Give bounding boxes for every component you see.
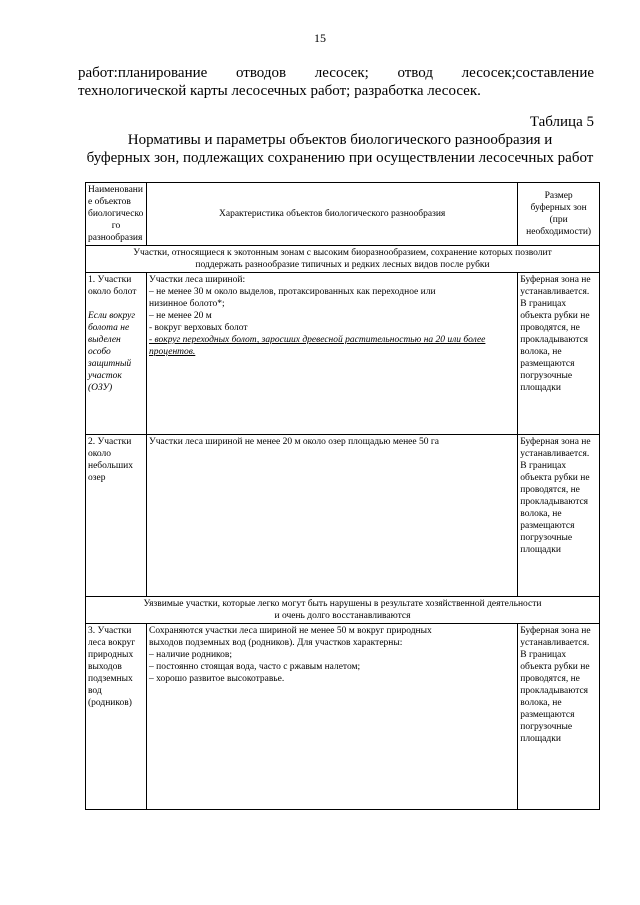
intro-line-1: работ:планирование отводов лесосек; отвод лесосек;составление: [78, 65, 594, 81]
row1-characteristic: Участки леса шириной: – не менее 30 м около выделов, протаксированных как переходное или низинное болото*; – не менее 20 м - вокруг верховых болот - вокруг переходных болот, заросших древесной растительностью на 20 или более процентов.: [147, 273, 518, 435]
row2-name: 2. Участки около небольших озер: [86, 435, 147, 597]
row1-buffer: Буферная зона не устанавливается. В границах объекта рубки не проводятся, не прокладываются волока, не размещаются погрузочные площадки: [518, 273, 600, 435]
table-row-lakes: [86, 435, 600, 597]
intro-paragraph: [78, 64, 594, 100]
section-row-vulnerable: [86, 597, 600, 624]
table-header-row: [86, 183, 600, 246]
row1-char-note: - вокруг переходных болот, заросших древесной растительностью на 20 или более процентов.: [149, 335, 486, 357]
row2-buffer: Буферная зона не устанавливается. В границах объекта рубки не проводятся, не прокладываются волока, не размещаются погрузочные площадки: [518, 435, 600, 597]
row3-name: 3. Участки леса вокруг природных выходов подземных вод (родников): [86, 624, 147, 810]
table-title-line-1: Нормативы и параметры объектов биологического разнообразия и: [127, 132, 553, 148]
table-label: Таблица 5: [529, 114, 594, 130]
row1-name: 1. Участки около болот Если вокруг болота не выделен особо защитный участок (ОЗУ): [86, 273, 147, 435]
header-name: Наименовани е объектов биологическо го разнообразия: [86, 183, 147, 246]
table-title-line-2: буферных зон, подлежащих сохранению при осуществлении лесосечных работ: [86, 150, 594, 166]
header-buffer: Размер буферных зон (при необходимости): [518, 183, 600, 246]
section-row-ecotone: [86, 246, 600, 273]
table-row-swamps: [86, 273, 600, 435]
row2-characteristic: Участки леса шириной не менее 20 м около озер площадью менее 50 га: [147, 435, 518, 597]
section-ecotone-text: Участки, относящиеся к экотонным зонам с высоким биоразнообразием, сохранение которых позволит поддержать разнообразие типичных и редких лесных видов после рубки: [86, 246, 600, 273]
intro-line-2: технологической карты лесосечных работ; разработка лесосек.: [78, 83, 481, 99]
table-title: [60, 131, 620, 167]
page-number: 15: [314, 31, 326, 45]
section-vulnerable-text: Уязвимые участки, которые легко могут быть нарушены в результате хозяйственной деятельности и очень долго восстанавливаются: [86, 597, 600, 624]
row3-characteristic: Сохраняются участки леса шириной не менее 50 м вокруг природных выходов подземных вод (родников). Для участков характерны: – наличие родников; – постоянно стоящая вода, часто с ржавым налетом; – хорошо развитое высокотравье.: [147, 624, 518, 810]
header-characteristic: Характеристика объектов биологического разнообразия: [147, 183, 518, 246]
table-row-springs: [86, 624, 600, 810]
norms-table: [85, 182, 600, 810]
row3-buffer: Буферная зона не устанавливается. В границах объекта рубки не проводятся, не прокладываются волока, не размещаются погрузочные площадки: [518, 624, 600, 810]
row1-name-note: Если вокруг болота не выделен особо защитный участок (ОЗУ): [88, 311, 136, 393]
